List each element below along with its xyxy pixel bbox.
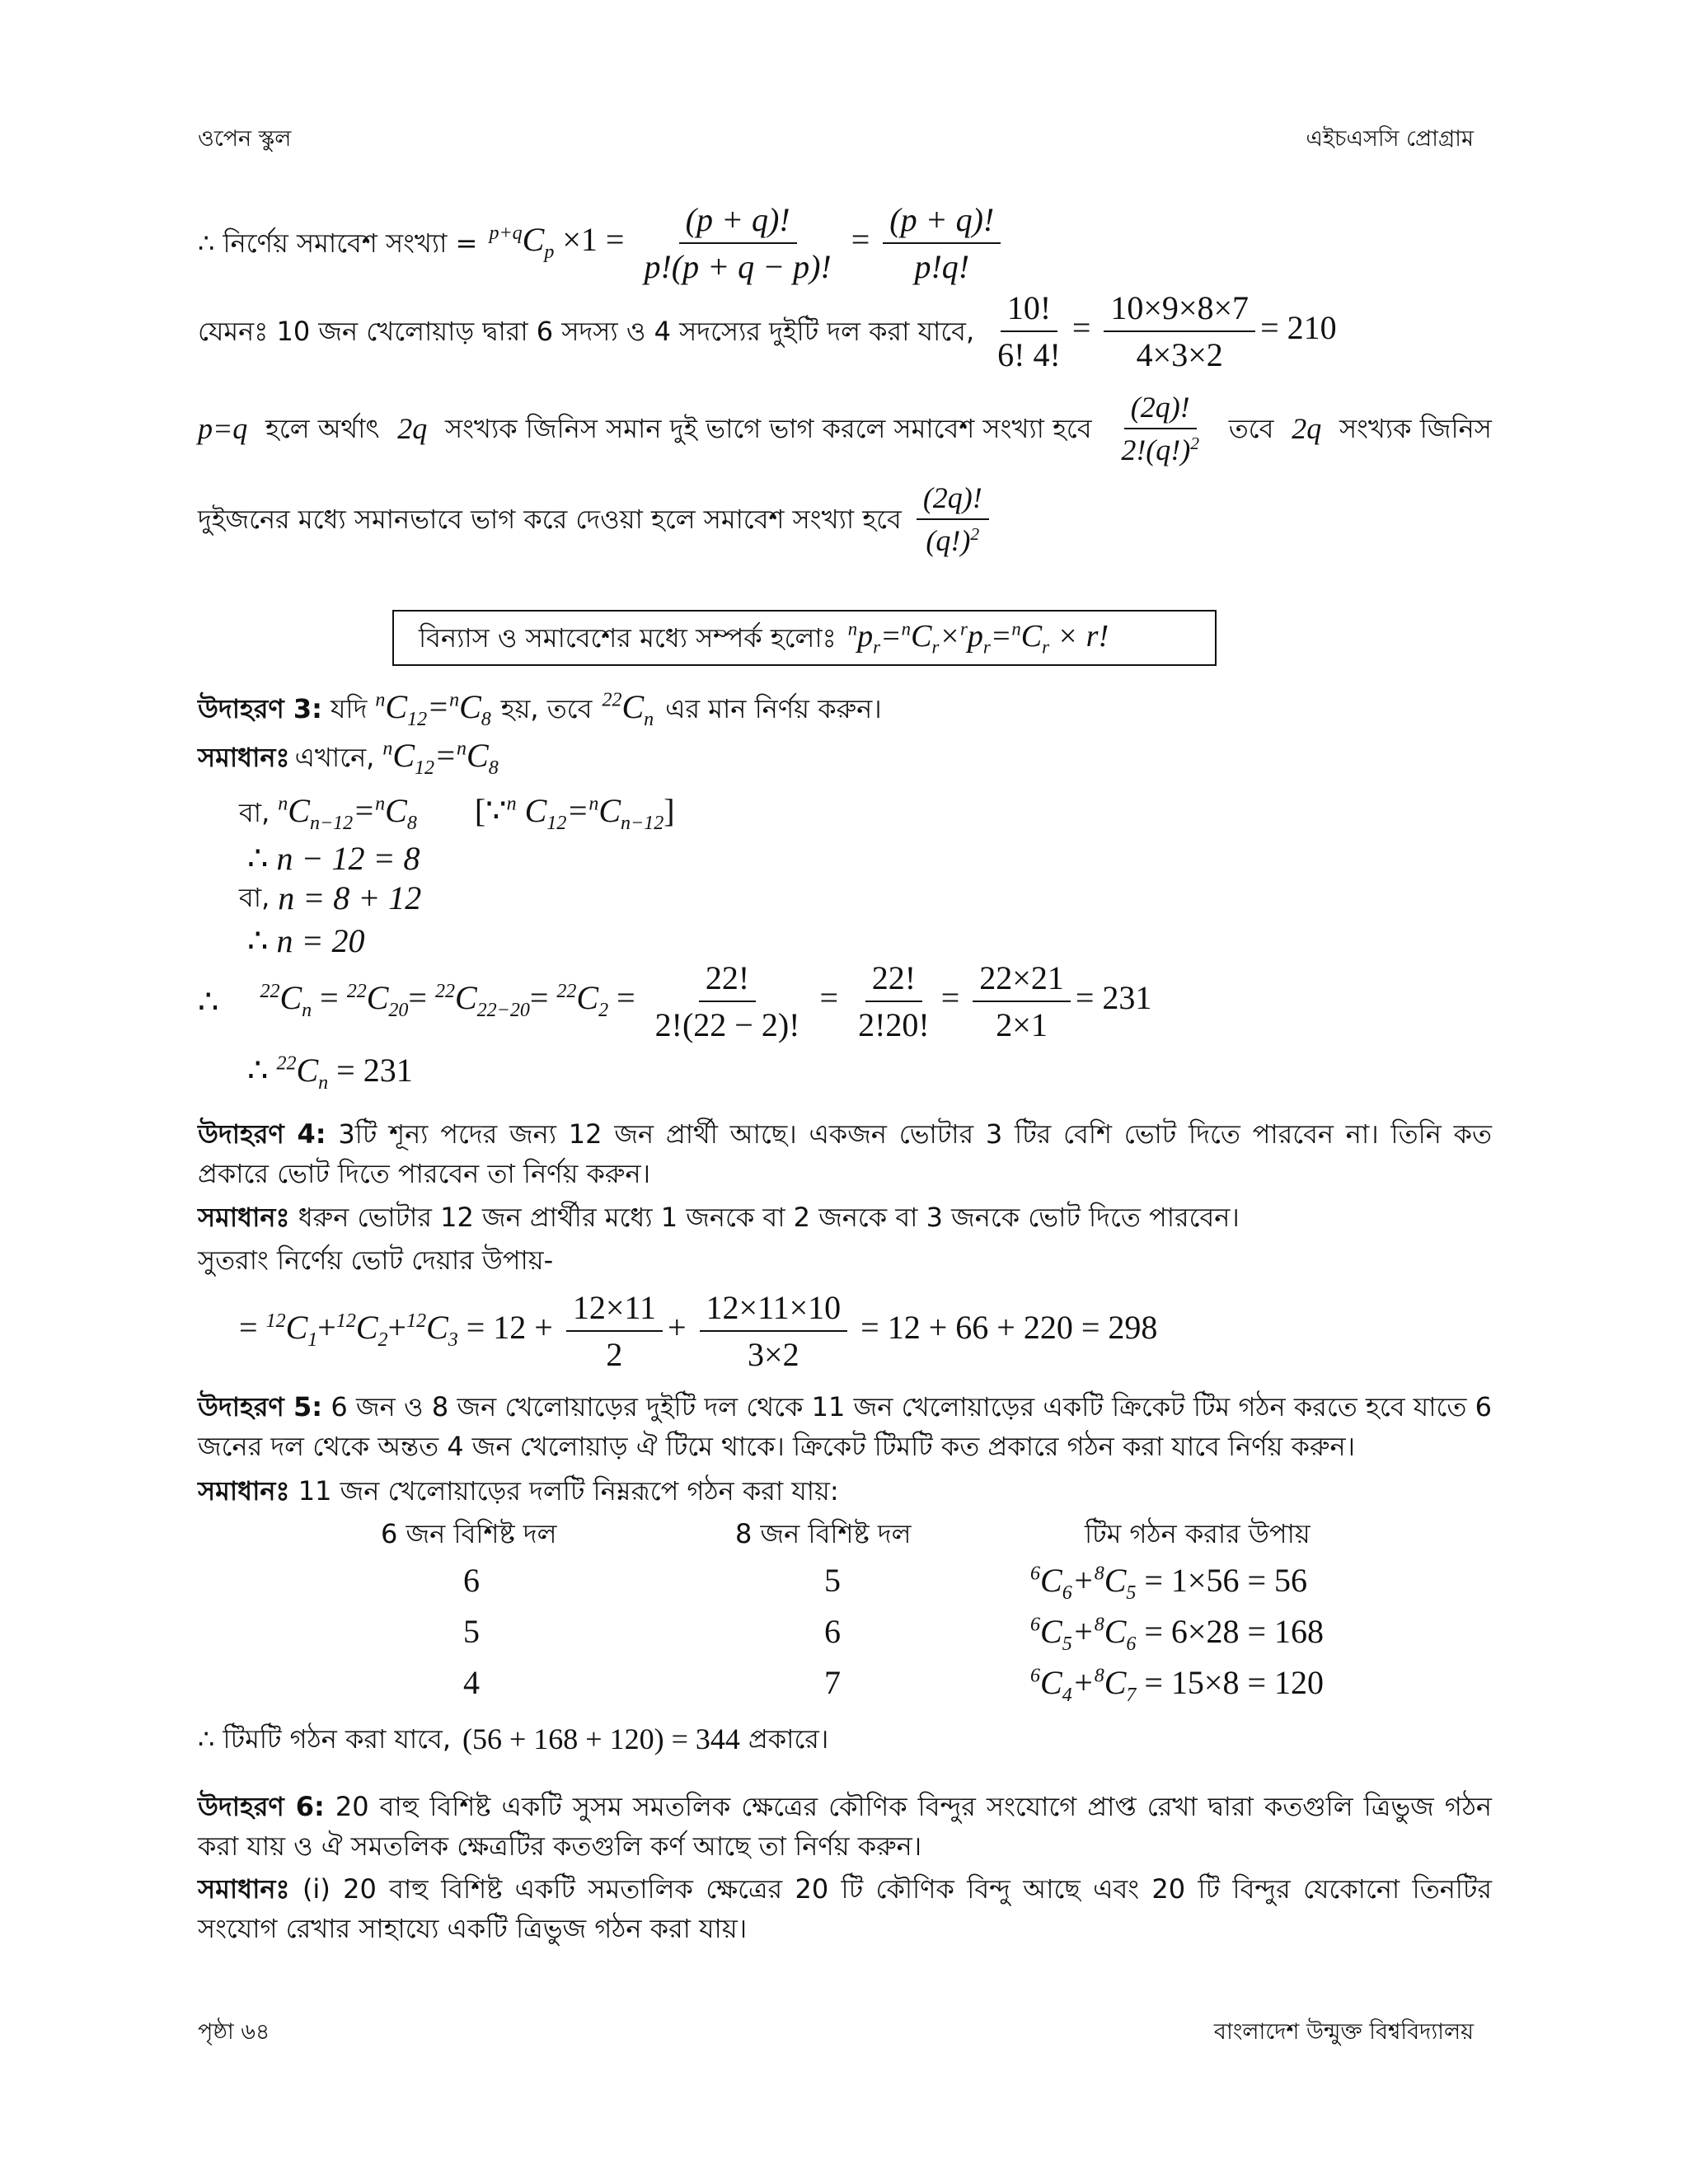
relation-formula: $^np_r=^nC_r\times^rp_r=^nC_r \times r$!	[847, 618, 1109, 658]
table-header-8: 8 জন বিশিষ্ট দল	[735, 1518, 912, 1549]
ex3-q3: এর মান নির্ণয় করুন।	[665, 692, 882, 724]
ex5-conclusion-a: ∴ টিমটি গঠন করা যাবে,	[198, 1722, 451, 1755]
ex5-question-text: 6 জন ও 8 জন খেলোয়াড়ের দুইটি দল থেকে 11 জন খেলোয়াড়ের একটি ক্রিকেট টিম গঠন করতে হবে যাতে 6 জনের দল থেকে অন্তত 4 জন খেলোয়াড় ঐ টিমে থাকে। ক্রিকেট টিমটি কত প্রকারে গঠন করা যাবে নির্ণয় করুন।	[198, 1391, 1493, 1462]
ex3-question	[198, 686, 882, 732]
ex4-solution	[198, 1202, 1240, 1233]
table-row-2-a: 5	[463, 1613, 480, 1650]
pq-text-2: সংখ্যক জিনিস সমান দুই ভাগে ভাগ করলে সমাবেশ সংখ্যা হবে	[445, 412, 1092, 444]
ex3-final-therefore: ∴	[198, 982, 219, 1020]
ex4-calc-expr: = $^{12}C_1+^{12}C_2+^{12}C_3 = 12$ + $\frac{12\times 11}{2}$ + $\frac{12\times 11\times 10}{3\times 2}$ = 12 + 66 + 220 = 298	[239, 1289, 1158, 1373]
ex3-sol-here: এখানে,	[294, 741, 375, 773]
ex4-calculation	[239, 1286, 1157, 1376]
ex4-question	[198, 1114, 1492, 1193]
header-left: ওপেন স্কুল	[198, 126, 292, 152]
table-row-3-b: 7	[824, 1664, 841, 1701]
ex3-answer: ∴ $^{22}C_n = 231$	[247, 1052, 413, 1094]
ex6-sol-label: সমাধানঃ	[198, 1873, 290, 1905]
example-teams-text: যেমনঃ 10 জন খেলোয়াড় দ্বারা 6 সদস্য ও 4 সদস্যের দুইটি দল করা যাবে,	[198, 315, 975, 347]
ex5-conclusion	[198, 1716, 828, 1762]
ex5-conclusion-b: প্রকারে।	[748, 1722, 829, 1755]
pq-text-1: হলে অর্থাৎ	[265, 412, 380, 444]
ex5-solution	[198, 1475, 839, 1507]
table-row-3-result: = 15×8 = 120	[1144, 1664, 1325, 1701]
table-row-1-result: = 1×56 = 56	[1144, 1562, 1308, 1599]
pq-frac-2: $\frac{(2q)!}{(q!)^2}$	[912, 480, 994, 558]
ex3-step1-eq: $^nC_{n-12}=^nC_8$	[278, 791, 417, 834]
ex3-step-4: ∴ n = 20	[247, 922, 365, 959]
ex6-solution-text: (i) 20 বাহু বিশিষ্ট একটি সমতালিক ক্ষেত্রের 20 টি কৌণিক বিন্দু আছে এবং 20 টি বিন্দুর যেকোনো তিনটির সংযোগ রেখার সাহায্যে একটি ত্রিভুজ গঠন করা যায়।	[198, 1873, 1493, 1944]
pq-var-3: 2q	[1292, 412, 1322, 445]
pq-text-3: তবে	[1228, 412, 1274, 444]
pq-line-2	[198, 474, 994, 565]
ex5-conclusion-sum: (56 + 168 + 120) = 344	[462, 1722, 740, 1755]
ex3-q1: যদি	[330, 692, 368, 724]
table-row-1-ways: $^6C_6+^8C_5 = 1\times 56 = 56$	[1030, 1562, 1308, 1604]
ex3-solution-line	[198, 732, 499, 783]
ex3-step-2: ∴ n − 12 = 8	[247, 840, 420, 877]
ex3-ba-2: বা,	[239, 882, 270, 914]
ex4-sol-label: সমাধানঃ	[198, 1202, 290, 1233]
table-row-3-a: 4	[463, 1664, 480, 1701]
formula1-lead: ∴ নির্ণেয় সমাবেশ সংখ্যা =	[198, 227, 478, 259]
footer-university: বাংলাদেশ উন্মুক্ত বিশ্ববিদ্যালয়	[1213, 2019, 1474, 2045]
ex3-step1-reason: [∵$^n$ $C_{12}=^nC_{n-12}$]	[474, 791, 675, 834]
ex3-step-3	[239, 879, 421, 917]
ex3-final-expr: $^{22}C_n = ^{22}C_{20}= ^{22}C_{22-20}= ^{22}C_2$ = $\frac{22!}{2!(22 - 2)!}$ = $\frac{22!}{2!20!}$ = $\frac{22\times 21}{2\times 1}$ = 231	[260, 959, 1152, 1043]
pq-line-1	[198, 383, 1492, 474]
table-row-2-result: = 6×28 = 168	[1144, 1613, 1325, 1650]
pq-var-2: 2q	[397, 412, 428, 445]
ex3-final-calc	[198, 956, 1151, 1047]
ex5-solution-text: 11 জন খেলোয়াড়ের দলটি নিম্নরূপে গঠন করা যায়:	[298, 1475, 839, 1507]
ex3-step-1	[239, 787, 675, 838]
ex4-solution-text: ধরুন ভোটার 12 জন প্রার্থীর মধ্যে 1 জনকে বা 2 জনকে বা 3 জনকে ভোট দিতে পারবেন।	[298, 1202, 1240, 1233]
ex4-question-text: 3টি শূন্য পদের জন্য 12 জন প্রার্থী আছে। একজন ভোটার 3 টির বেশি ভোট দিতে পারবেন না। তিনি কত প্রকারে ভোট দিতে পারবেন তা নির্ণয় করুন।	[198, 1118, 1493, 1189]
pq-line2-text: দুইজনের মধ্যে সমানভাবে ভাগ করে দেওয়া হলে সমাবেশ সংখ্যা হবে	[198, 503, 902, 535]
relation-box	[392, 610, 1217, 666]
header-right: এইচএসসি প্রোগ্রাম	[1306, 126, 1474, 152]
ex6-solution	[198, 1869, 1492, 1948]
formula-combination-count	[198, 198, 1006, 288]
table-row-1-b: 5	[824, 1562, 841, 1599]
ex3-step3-eq: n = 8 + 12	[278, 879, 422, 916]
ex4-therefore: সুতরাং নির্ণেয় ভোট দেয়ার উপায়-	[198, 1244, 554, 1276]
table-row-2-b: 6	[824, 1613, 841, 1650]
ex3-label: উদাহরণ 3:	[198, 692, 322, 724]
example-teams-formula: $\frac{10!}{6! 4!}$ = $\frac{10\times 9\times 8\times 7}{4\times 3\times 2}$ = 210	[997, 289, 1337, 373]
ex5-label: উদাহরণ 5:	[198, 1391, 323, 1422]
ex4-label: উদাহরণ 4:	[198, 1118, 326, 1150]
formula1-expr: $^{p+q}C_p \times 1$ = $\frac{(p + q)!}{p!(p + q - p)!}$ = $\frac{(p + q)!}{p!q!}$	[489, 200, 1006, 286]
table-row-3-ways: $^6C_4+^8C_7 = 15\times 8 = 120$	[1030, 1664, 1325, 1706]
ex3-eq2: $^{22}C_n$	[602, 687, 654, 730]
table-row-2-ways: $^6C_5+^8C_6 = 6\times 28 = 168$	[1030, 1613, 1325, 1655]
pq-frac-1: $\frac{(2q)!}{2!(q!)^2}$	[1121, 391, 1200, 466]
ex3-sol-eq: $^nC_{12}=^nC_8$	[382, 736, 499, 779]
ex5-question	[198, 1387, 1492, 1466]
ex6-question-text: 20 বাহু বিশিষ্ট একটি সুসম সমতলিক ক্ষেত্রের কৌণিক বিন্দুর সংযোগে প্রাপ্ত রেখা দ্বারা কতগুলি ত্রিভুজ গঠন করা যায় ও ঐ সমতলিক ক্ষেত্রটির কতগুলি কর্ণ আছে তা নির্ণয় করুন।	[198, 1791, 1493, 1862]
ex3-sol-label: সমাধানঃ	[198, 741, 290, 773]
pq-var-1: p=q	[198, 412, 248, 445]
relation-text: বিন্যাস ও সমাবেশের মধ্যে সম্পর্ক হলোঃ	[419, 621, 837, 654]
table-header-ways: টিম গঠন করার উপায়	[1085, 1518, 1311, 1549]
ex5-sol-label: সমাধানঃ	[198, 1475, 290, 1507]
example-teams-line	[198, 290, 1337, 373]
table-header-6: 6 জন বিশিষ্ট দল	[381, 1518, 557, 1549]
pq-text-4: সংখ্যক জিনিস	[1339, 412, 1492, 444]
ex3-eq1: $^nC_{12}=^nC_8$	[375, 687, 491, 730]
footer-page-number: পৃষ্ঠা ৬৪	[198, 2019, 270, 2045]
ex6-label: উদাহরণ 6:	[198, 1791, 325, 1822]
ex3-ba-1: বা,	[239, 796, 270, 828]
ex3-q2: হয়, তবে	[500, 692, 593, 724]
ex6-question	[198, 1787, 1492, 1866]
table-row-1-a: 6	[463, 1562, 480, 1599]
